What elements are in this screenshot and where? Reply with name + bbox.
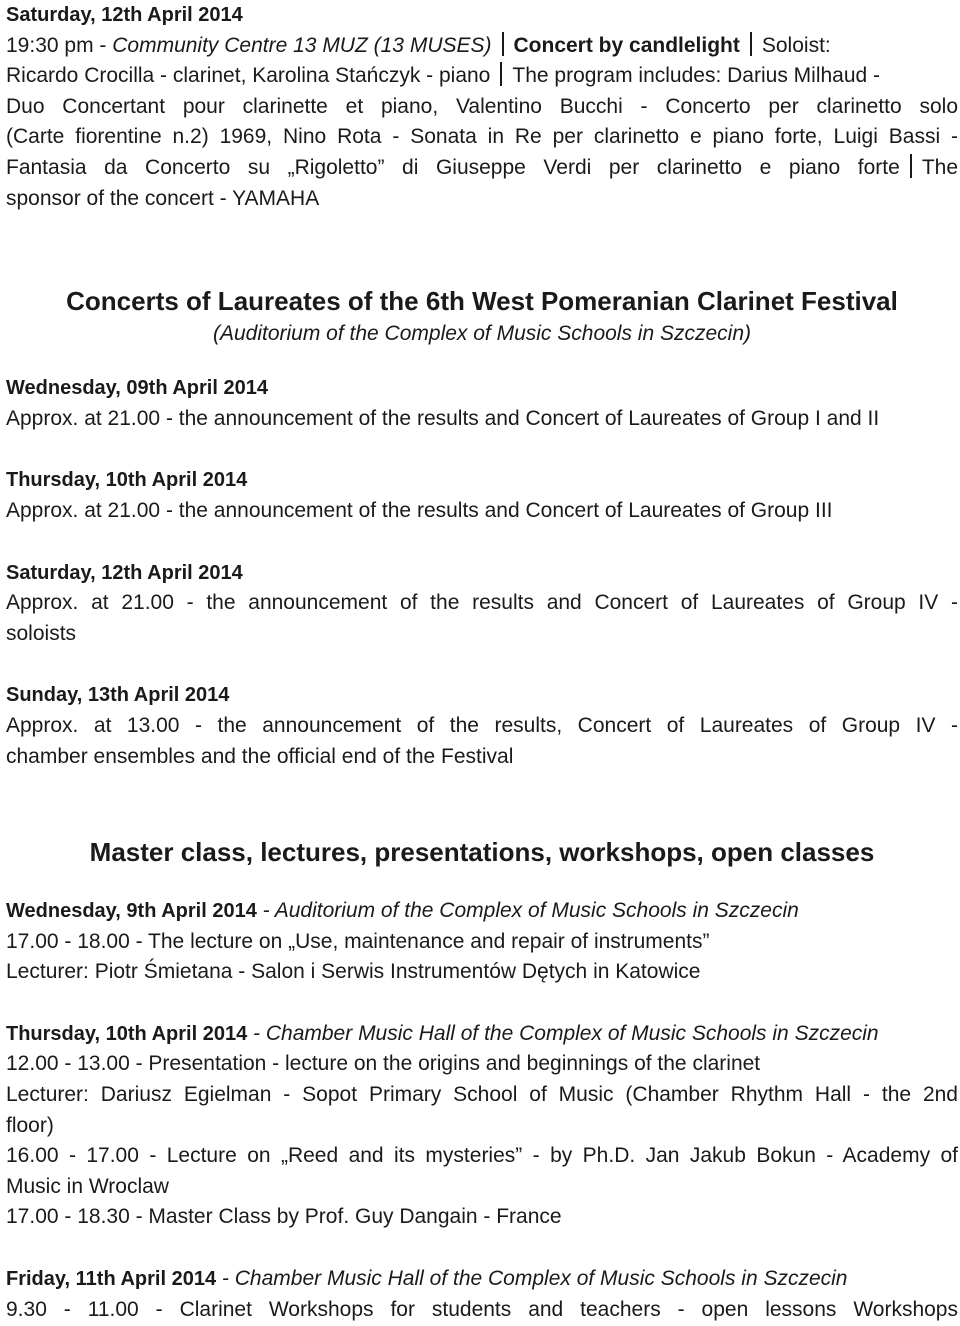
- intro-venue: Community Centre 13 MUZ (13 MUSES): [112, 33, 492, 57]
- intro-program: The program includes: Darius Milhaud -: [512, 64, 881, 88]
- intro-program-cont: Fantasia da Concerto su „Rigoletto” di Giuseppe Verdi per clarinetto e piano forte: [6, 155, 900, 179]
- laureates-text-2: Approx. at 21.00 - the announcement of the results and Concert of Laureates of Group III: [6, 498, 833, 522]
- intro-the: The: [921, 155, 958, 179]
- laureates-text-3a: Approx. at 21.00 - the announcement of the results and Concert of Laureates of Group IV -: [6, 591, 958, 615]
- intro-soloist-label: Soloist:: [761, 33, 831, 57]
- laureates-date-3: Saturday, 12th April 2014: [6, 561, 243, 584]
- separator-bar: [910, 154, 912, 178]
- separator-bar: [502, 32, 504, 56]
- separator-bar: [500, 62, 502, 86]
- master-thu-line-3: floor): [6, 1113, 54, 1137]
- laureates-text-4b: chamber ensembles and the official end of the Festival: [6, 744, 514, 768]
- master-thu-line-1: 12.00 - 13.00 - Presentation - lecture on the origins and beginnings of the clarinet: [6, 1052, 761, 1076]
- laureates-date-2: Thursday, 10th April 2014: [6, 469, 248, 492]
- laureates-text-3b: soloists: [6, 621, 77, 645]
- master-wed-header: [6, 896, 958, 927]
- laureates-heading: Concerts of Laureates of the 6th West Pomeranian Clarinet Festival: [66, 286, 898, 317]
- laureates-subheading: (Auditorium of the Complex of Music Schools in Szczecin): [212, 322, 752, 346]
- separator-bar: [750, 32, 752, 56]
- master-thu-date: Thursday, 10th April 2014: [6, 1022, 248, 1045]
- laureates-date-4: Sunday, 13th April 2014: [6, 684, 230, 707]
- master-wed-line-2: Lecturer: Piotr Śmietana - Salon i Serwis Instrumentów Dętych in Katowice: [6, 960, 701, 984]
- document-page: [6, 0, 958, 1325]
- intro-line-2: [6, 61, 958, 92]
- intro-performers: Ricardo Crocilla - clarinet, Karolina Stańczyk - piano: [6, 64, 491, 88]
- master-fri-header: [6, 1264, 958, 1295]
- master-heading: Master class, lectures, presentations, workshops, open classes: [89, 837, 875, 868]
- master-wed-date: Wednesday, 9th April 2014: [6, 900, 257, 923]
- master-wed-line-1: 17.00 - 18.00 - The lecture on „Use, maintenance and repair of instruments”: [6, 929, 710, 953]
- master-thu-line-6: 17.00 - 18.30 - Master Class by Prof. Guy Dangain - France: [6, 1205, 562, 1229]
- intro-date: Saturday, 12th April 2014: [6, 4, 243, 26]
- intro-line-4: (Carte fiorentine n.2) 1969, Nino Rota - Sonata in Re per clarinetto e piano forte, Luigi Bassi -: [6, 125, 958, 149]
- laureates-text-1: Approx. at 21.00 - the announcement of the results and Concert of Laureates of Group I and II: [6, 406, 880, 430]
- master-thu-header: [6, 1019, 958, 1050]
- intro-line-3: Duo Concertant pour clarinette et piano, Valentino Bucchi - Concerto per clarinetto solo: [6, 94, 958, 118]
- master-fri-line-1: 9.30 - 11.00 - Clarinet Workshops for students and teachers - open lessons Workshops: [6, 1297, 958, 1321]
- intro-sponsor: sponsor of the concert - YAMAHA: [6, 186, 320, 210]
- master-thu-line-4: 16.00 - 17.00 - Lecture on „Reed and its mysteries” - by Ph.D. Jan Jakub Bokun - Academy of: [6, 1144, 958, 1168]
- master-thu-line-5: Music in Wroclaw: [6, 1174, 169, 1198]
- master-fri-date: Friday, 11th April 2014: [6, 1268, 217, 1291]
- intro-line-1: [6, 31, 958, 62]
- master-wed-venue: - Auditorium of the Complex of Music Schools in Szczecin: [256, 899, 799, 923]
- intro-concert-title: Concert by candlelight: [513, 33, 740, 57]
- laureates-text-4a: Approx. at 13.00 - the announcement of the results, Concert of Laureates of Group IV -: [6, 713, 958, 737]
- master-thu-venue: - Chamber Music Hall of the Complex of Music Schools in Szczecin: [247, 1021, 879, 1045]
- intro-time: 19:30 pm -: [6, 33, 113, 57]
- master-fri-venue: - Chamber Music Hall of the Complex of Music Schools in Szczecin: [216, 1267, 848, 1291]
- intro-line-5: [6, 153, 958, 184]
- master-thu-line-2: Lecturer: Dariusz Egielman - Sopot Primary School of Music (Chamber Rhythm Hall - the 2nd: [6, 1083, 958, 1107]
- laureates-date-1: Wednesday, 09th April 2014: [6, 377, 268, 400]
